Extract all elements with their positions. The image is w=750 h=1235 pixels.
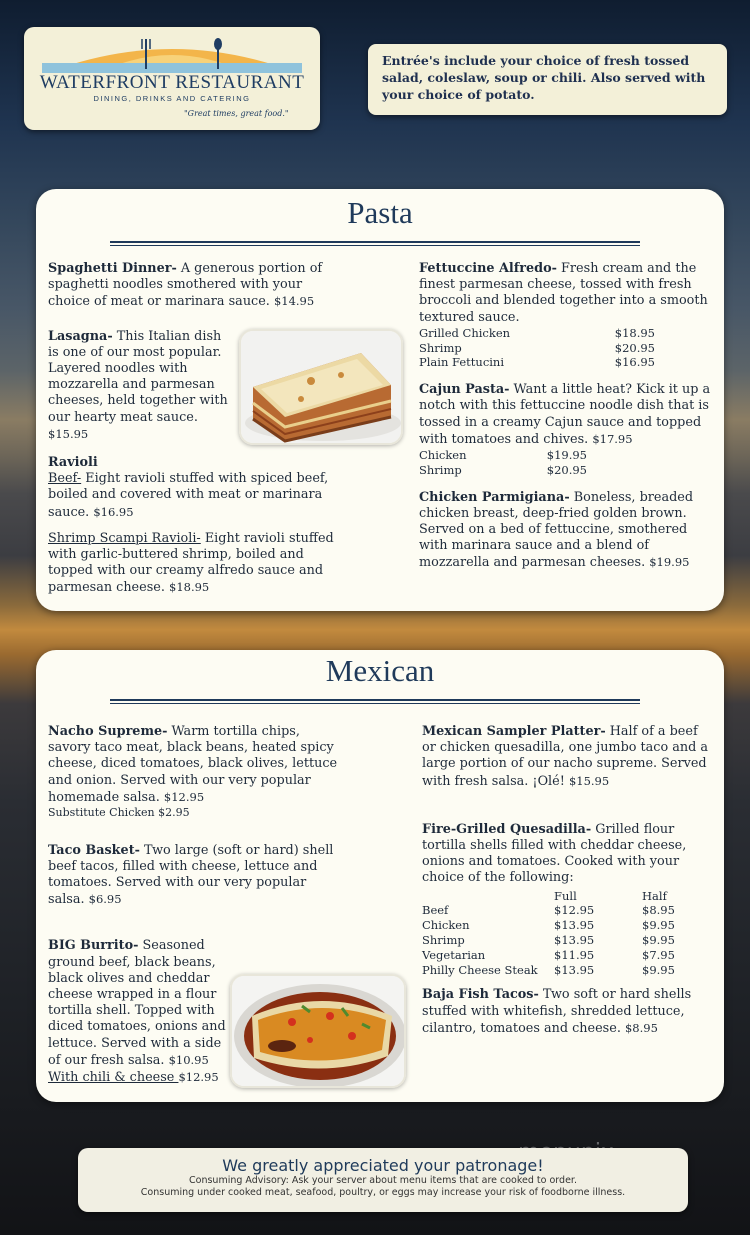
price-row: Shrimp $20.95	[419, 340, 655, 355]
burrito-photo	[230, 974, 406, 1088]
price-header-row: Full Half	[554, 888, 667, 903]
mexican-divider	[110, 699, 640, 704]
pasta-title: Pasta	[347, 195, 413, 230]
lasagna-photo	[239, 329, 403, 445]
logo-sunset-icon	[32, 33, 312, 73]
cajun-price-table	[419, 448, 587, 478]
mexican-title: Mexican	[325, 653, 435, 688]
mexican-right-column	[422, 724, 714, 1051]
menu-item-cajun-pasta: Cajun Pasta- Want a little heat? Kick it up a notch with this fettuccine noodle dish that is tossed in a creamy Cajun sauce and topped with tomatoes and chives. $17.95 Chicken $19.95 Shrimp $20.95	[419, 382, 711, 477]
menu-item-mexican-sampler: Mexican Sampler Platter- Half of a beef or chicken quesadilla, one jumbo taco and a large portion of our nacho supreme. Served with fresh salsa. ¡Olé! $15.95	[422, 724, 708, 789]
pasta-divider	[110, 241, 640, 246]
menu-item-nacho-supreme: Nacho Supreme- Warm tortilla chips, savory taco meat, black beans, heated spicy cheese, diced tomatoes, black olives, lettuce and onion. Served with our very popular homemade salsa. $12.95 Substitute Chicken $2.95	[48, 724, 338, 820]
menu-item-ravioli-shrimp: Shrimp Scampi Ravioli- Eight ravioli stuffed with garlic-buttered shrimp, boiled and topped with our creamy alfredo sauce and parmesan cheese. $18.95	[48, 530, 334, 596]
logo-tagline: "Great times, great food."	[184, 109, 289, 118]
thanks-message: We greatly appreciated your patronage!	[222, 1156, 544, 1175]
menu-item-big-burrito: BIG Burrito- Seasoned ground beef, black beans, black olives and cheddar cheese wrapped in a flour tortilla shell. Topped with diced tomatoes, onions and lettuce. Served with a side of our fresh salsa. $10.95 With chili & cheese $12.95	[48, 938, 226, 1085]
price-row: Grilled Chicken $18.95	[419, 325, 655, 340]
price-row: Plain Fettucini $16.95	[419, 355, 655, 370]
logo	[24, 27, 320, 130]
footer-banner	[78, 1148, 688, 1212]
mexican-panel	[36, 650, 724, 1102]
menu-item-lasagna: Lasagna- This Italian dish is one of our most popular. Layered noodles with mozzarella and parmesan cheeses, held together with our hearty meat sauce. $15.95	[48, 328, 228, 441]
price-row: Beef $12.95 $8.95	[422, 903, 675, 918]
fettuccine-price-table	[419, 326, 655, 370]
price-row: Shrimp $13.95 $9.95	[422, 933, 675, 948]
price-row: Vegetarian $11.95 $7.95	[422, 947, 675, 962]
logo-title: WATERFRONT RESTAURANT	[39, 72, 305, 93]
advisory-line-2: Consuming under cooked meat, seafood, poultry, or eggs may increase your risk of foodborne illness.	[140, 1187, 626, 1198]
price-row: Philly Cheese Steak $13.95 $9.95	[422, 962, 675, 977]
price-row: Chicken $19.95	[419, 448, 587, 463]
pasta-right-column	[419, 261, 714, 586]
logo-subtitle: DINING, DRINKS AND CATERING	[93, 94, 251, 103]
menu-item-chicken-parmigiana: Chicken Parmigiana- Boneless, breaded chicken breast, deep-fried golden brown. Served on a bed of fettuccine, smothered with marinara sauce and a blend of mozzarella and parmesan cheeses. $19.95	[419, 489, 694, 571]
advisory-line-1: Consuming Advisory: Ask your server about menu items that are cooked to order.	[189, 1175, 577, 1186]
menu-item-ravioli-beef: Beef- Eight ravioli stuffed with spiced beef, boiled and covered with meat or marinara sauce. $16.95	[48, 471, 329, 520]
menu-item-fettuccine: Fettuccine Alfredo- Fresh cream and the finest parmesan cheese, tossed with fresh broccoli and blended together into a smooth textured sauce. Grilled Chicken $18.95 Shrimp $20.95 Plain Fettucini $16.95	[419, 261, 708, 370]
entree-note: Entrée's include your choice of fresh tossed salad, coleslaw, soup or chili. Also served with your choice of potato.	[368, 44, 727, 115]
menu-item-fire-grilled-quesadilla: Fire-Grilled Quesadilla- Grilled flour tortilla shells filled with cheddar cheese, onions and tomatoes. Cooked with your choice of the following: Full Half Beef $12.95 $8.95 Chicken $13.95 $9.95 Shrimp $13.95 $9.95 Vegetarian $11.95 $7.95 Philly Cheese Steak $13.95 $9.95	[422, 821, 687, 977]
pasta-panel	[36, 189, 724, 611]
menu-item-taco-basket: Taco Basket- Two large (soft or hard) shell beef tacos, filled with cheese, lettuce and tomatoes. Served with our very popular salsa. $6.95	[48, 842, 334, 908]
menu-item-spaghetti: Spaghetti Dinner- A generous portion of spaghetti noodles smothered with your choice of meat or marinara sauce. $14.95	[48, 261, 323, 310]
menu-item-baja-fish-tacos: Baja Fish Tacos- Two soft or hard shells stuffed with whitefish, shredded lettuce, cilantro, tomatoes and cheese. $8.95	[422, 987, 692, 1036]
menu-item-ravioli: Ravioli Beef- Eight ravioli stuffed with spiced beef, boiled and covered with meat or marinara sauce. $16.95 Shrimp Scampi Ravioli- Eight ravioli stuffed with garlic-buttered shrimp, boiled and topped with our creamy alfredo sauce and parmesan cheese. $18.95	[48, 455, 338, 597]
price-row: Shrimp $20.95	[419, 462, 587, 477]
price-row: Chicken $13.95 $9.95	[422, 918, 675, 933]
quesadilla-price-table	[422, 889, 676, 978]
